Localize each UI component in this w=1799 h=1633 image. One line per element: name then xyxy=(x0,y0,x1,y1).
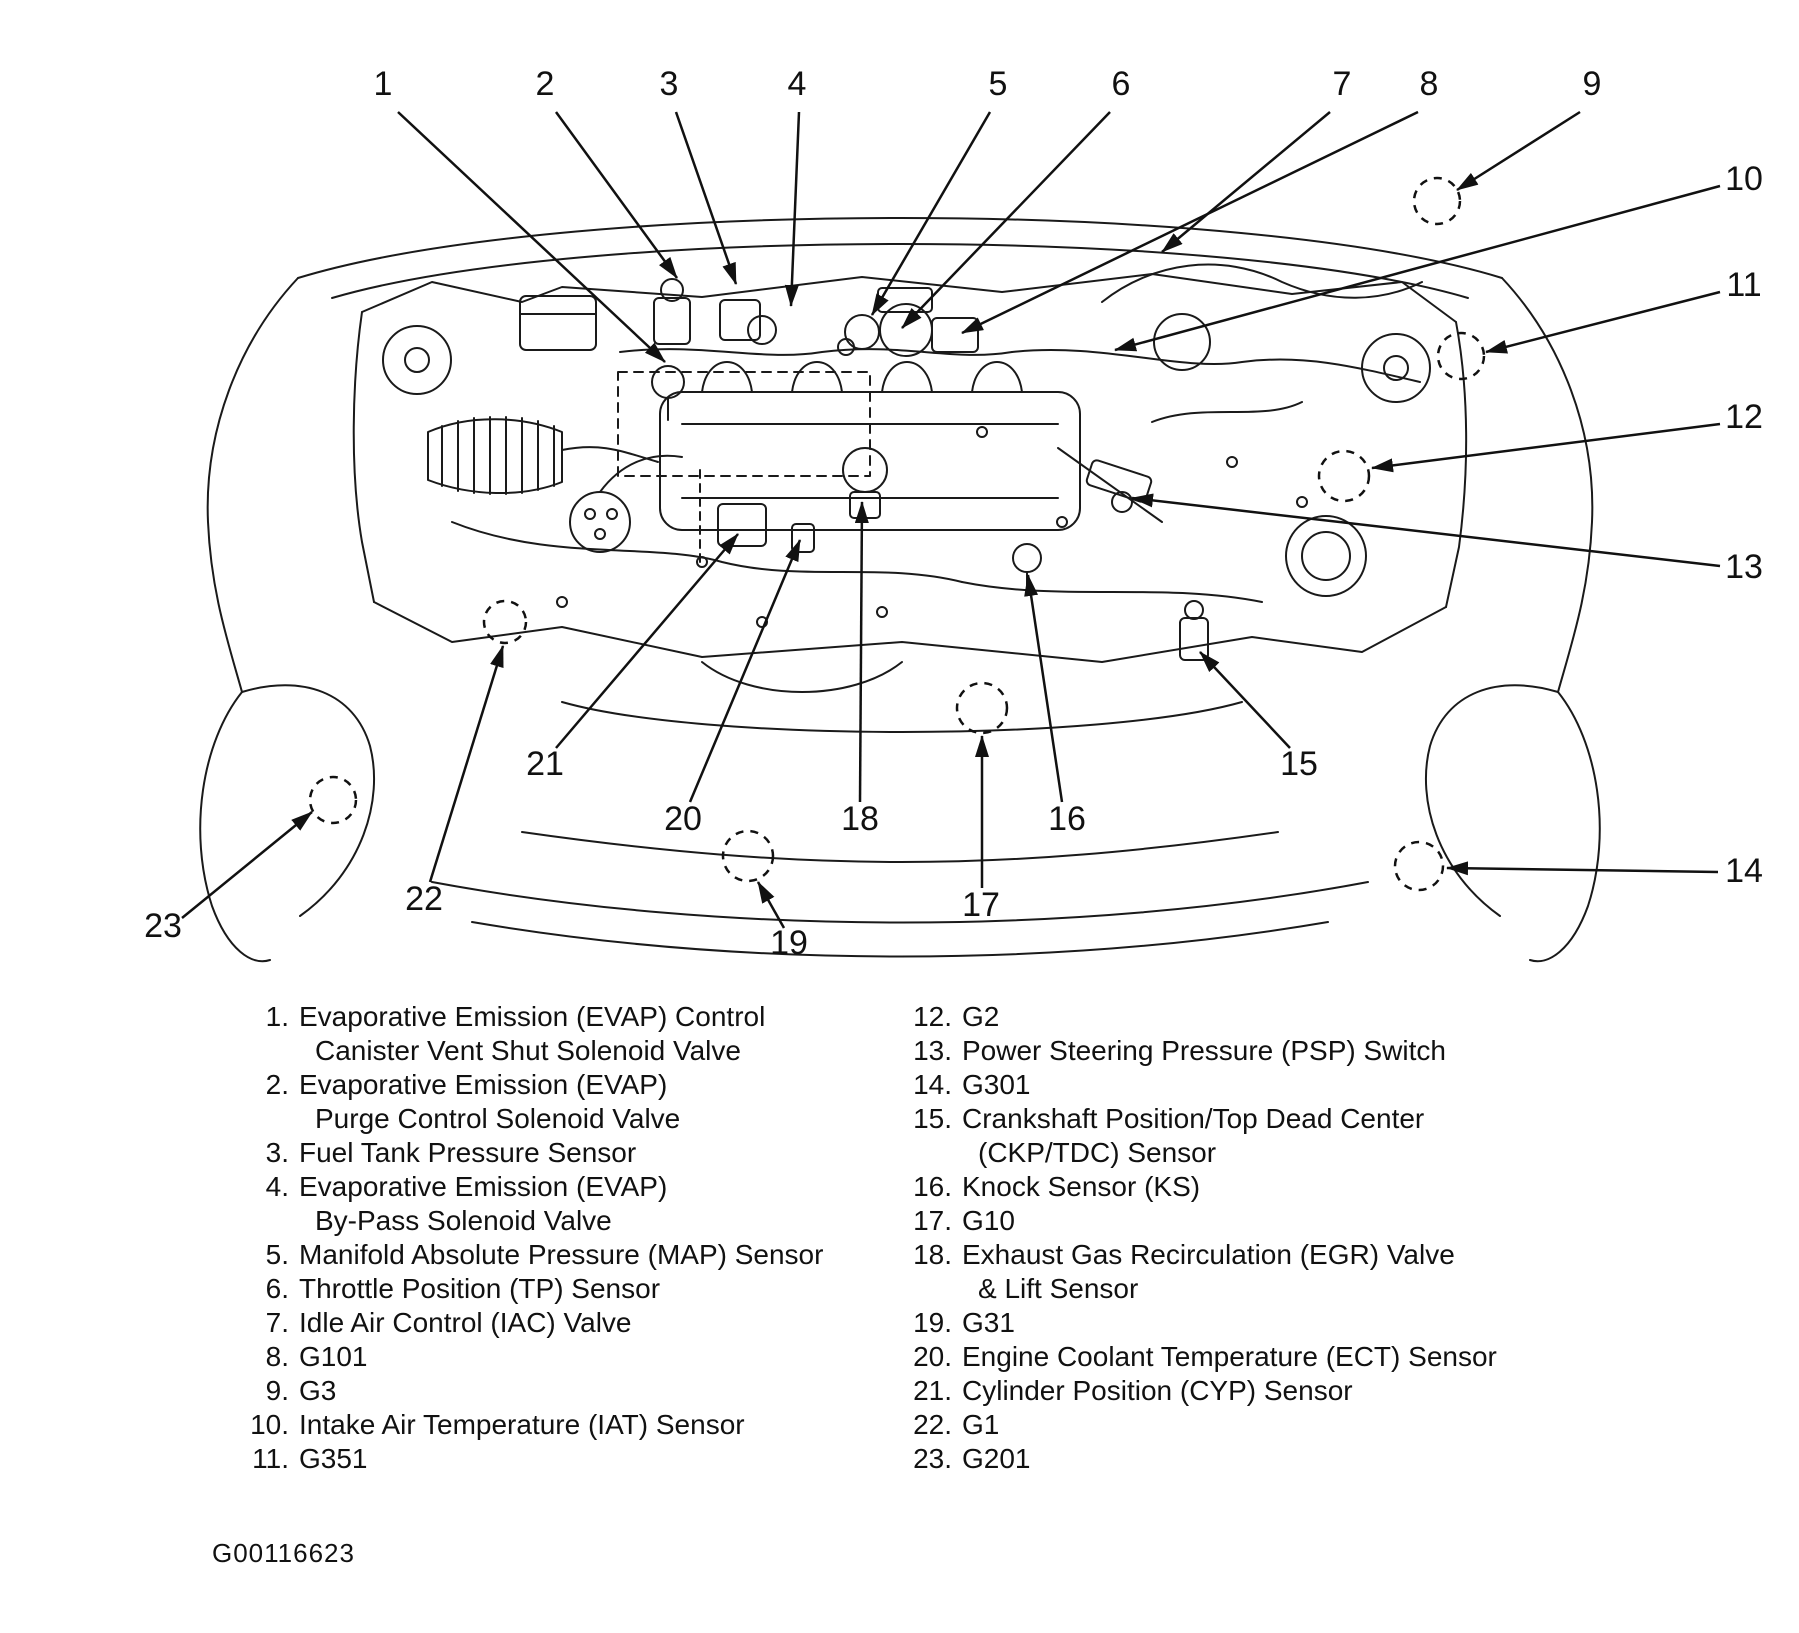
legend-item-number: 6. xyxy=(265,1273,289,1304)
legend-item-text xyxy=(952,1408,999,1442)
legend-item-number: 1. xyxy=(265,1001,289,1032)
legend-item-number: 2. xyxy=(265,1069,289,1100)
callout-arrow-2 xyxy=(556,112,677,278)
legend-item-12 xyxy=(900,1000,1680,1034)
legend-item-text-continuation: By-Pass Solenoid Valve xyxy=(315,1205,612,1236)
legend-item-number: 20. xyxy=(913,1341,952,1372)
legend-item-text-line: G201 xyxy=(962,1443,1031,1474)
callout-number-16: 16 xyxy=(1048,800,1086,838)
callout-arrow-9 xyxy=(1457,112,1580,190)
legend-column-left xyxy=(237,1000,937,1476)
callout-arrow-10 xyxy=(1115,186,1720,350)
legend-item-number: 23. xyxy=(913,1443,952,1474)
legend-item-text xyxy=(289,1068,680,1136)
callout-number-12: 12 xyxy=(1725,398,1763,436)
callout-arrow-1 xyxy=(398,112,665,362)
legend-item-number: 22. xyxy=(913,1409,952,1440)
legend-item-text xyxy=(952,1306,1015,1340)
figure-id-label: G00116623 xyxy=(212,1538,355,1568)
legend-item-5 xyxy=(237,1238,937,1272)
legend-item-number: 13. xyxy=(913,1035,952,1066)
callout-number-17: 17 xyxy=(962,886,1000,924)
callout-arrow-18 xyxy=(860,502,862,802)
legend-item-4 xyxy=(237,1170,937,1238)
legend-item-3 xyxy=(237,1136,937,1170)
legend-item-2 xyxy=(237,1068,937,1136)
callout-number-5: 5 xyxy=(988,65,1008,103)
legend-item-text-line: G3 xyxy=(299,1375,337,1406)
ground-point-circle-9 xyxy=(1414,178,1460,224)
legend-item-text-line: Evaporative Emission (EVAP) xyxy=(299,1069,668,1100)
callout-arrow-3 xyxy=(676,112,736,284)
legend-item-text-line: Cylinder Position (CYP) Sensor xyxy=(962,1375,1353,1406)
legend-item-number: 4. xyxy=(265,1171,289,1202)
legend-item-number: 5. xyxy=(265,1239,289,1270)
legend-item-text xyxy=(289,1442,368,1476)
legend-item-number: 12. xyxy=(913,1001,952,1032)
callout-number-20: 20 xyxy=(664,800,702,838)
callout-number-8: 8 xyxy=(1419,65,1439,103)
ground-point-circle-14 xyxy=(1395,842,1443,890)
callout-number-13: 13 xyxy=(1725,548,1763,586)
callout-number-21: 21 xyxy=(526,745,564,783)
legend-item-text xyxy=(289,1136,636,1170)
legend-item-text xyxy=(952,1000,999,1034)
callout-arrow-22 xyxy=(430,646,503,882)
callout-arrow-8 xyxy=(962,112,1418,333)
legend-item-number: 16. xyxy=(913,1171,952,1202)
legend-item-13 xyxy=(900,1034,1680,1068)
legend-item-text xyxy=(289,1340,368,1374)
callout-number-23: 23 xyxy=(144,907,182,945)
legend-item-text-line: Intake Air Temperature (IAT) Sensor xyxy=(299,1409,745,1440)
callout-number-9: 9 xyxy=(1582,65,1602,103)
legend-item-10 xyxy=(237,1408,937,1442)
legend-item-9 xyxy=(237,1374,937,1408)
callout-number-19: 19 xyxy=(770,924,808,962)
legend-item-number: 10. xyxy=(250,1409,289,1440)
callout-number-11: 11 xyxy=(1726,266,1762,304)
legend-item-text-continuation: & Lift Sensor xyxy=(978,1273,1139,1304)
callout-number-2: 2 xyxy=(535,65,555,103)
callout-arrow-4 xyxy=(791,112,799,306)
legend-item-20 xyxy=(900,1340,1680,1374)
legend-item-7 xyxy=(237,1306,937,1340)
legend-item-number: 18. xyxy=(913,1239,952,1270)
legend-item-text-line: Knock Sensor (KS) xyxy=(962,1171,1201,1202)
legend-item-text xyxy=(289,1374,336,1408)
callout-number-15: 15 xyxy=(1280,745,1318,783)
legend-item-text-continuation: Purge Control Solenoid Valve xyxy=(315,1103,681,1134)
ground-point-circle-12 xyxy=(1319,451,1369,501)
legend-item-text xyxy=(289,1238,823,1272)
legend-item-text xyxy=(289,1408,745,1442)
engine-line-art xyxy=(200,218,1600,961)
legend-item-text-line: G2 xyxy=(962,1001,1000,1032)
legend-item-21 xyxy=(900,1374,1680,1408)
legend-item-text-line: Exhaust Gas Recirculation (EGR) Valve xyxy=(962,1239,1455,1270)
callout-arrow-12 xyxy=(1372,424,1720,468)
legend-item-6 xyxy=(237,1272,937,1306)
callout-number-4: 4 xyxy=(787,65,807,103)
legend-item-text xyxy=(952,1034,1446,1068)
legend-item-text-line: Power Steering Pressure (PSP) Switch xyxy=(962,1035,1446,1066)
callout-arrow-15 xyxy=(1200,652,1290,748)
callout-arrow-6 xyxy=(902,112,1110,328)
legend-item-number: 9. xyxy=(265,1375,289,1406)
callout-arrow-23 xyxy=(182,812,312,918)
legend-column-right xyxy=(900,1000,1680,1476)
legend-item-1 xyxy=(237,1000,937,1068)
legend-item-number: 14. xyxy=(913,1069,952,1100)
callout-arrow-21 xyxy=(556,534,738,748)
legend-item-text-line: G31 xyxy=(962,1307,1015,1338)
legend-item-text xyxy=(289,1170,667,1238)
legend-item-text-line: Engine Coolant Temperature (ECT) Sensor xyxy=(962,1341,1497,1372)
legend-item-number: 15. xyxy=(913,1103,952,1134)
callout-number-3: 3 xyxy=(659,65,679,103)
legend-item-19 xyxy=(900,1306,1680,1340)
legend-item-text xyxy=(952,1442,1031,1476)
legend-item-text xyxy=(952,1102,1424,1170)
legend-item-text xyxy=(952,1170,1200,1204)
legend-item-8 xyxy=(237,1340,937,1374)
legend-item-18 xyxy=(900,1238,1680,1306)
callout-arrow-19 xyxy=(758,882,784,928)
legend-item-text xyxy=(289,1000,765,1068)
callout-number-7: 7 xyxy=(1332,65,1352,103)
legend-item-text-continuation: Canister Vent Shut Solenoid Valve xyxy=(315,1035,741,1066)
legend-item-17 xyxy=(900,1204,1680,1238)
callout-arrow-13 xyxy=(1132,498,1720,566)
callout-arrow-7 xyxy=(1162,112,1330,252)
legend-item-number: 8. xyxy=(265,1341,289,1372)
legend-item-text-continuation: (CKP/TDC) Sensor xyxy=(978,1137,1217,1168)
callout-number-22: 22 xyxy=(405,880,443,918)
ground-point-circle-17 xyxy=(957,683,1007,733)
legend-item-15 xyxy=(900,1102,1680,1170)
legend-item-text xyxy=(952,1068,1031,1102)
callout-number-1: 1 xyxy=(373,65,393,103)
legend-item-number: 17. xyxy=(913,1205,952,1236)
legend-item-text xyxy=(952,1204,1015,1238)
legend-item-number: 3. xyxy=(265,1137,289,1168)
callout-arrow-14 xyxy=(1447,868,1718,872)
legend-item-14 xyxy=(900,1068,1680,1102)
ground-point-circle-23 xyxy=(310,777,356,823)
legend-item-text-line: Idle Air Control (IAC) Valve xyxy=(299,1307,632,1338)
legend-item-text xyxy=(289,1272,660,1306)
legend-item-16 xyxy=(900,1170,1680,1204)
legend-item-text-line: G1 xyxy=(962,1409,1000,1440)
callout-number-6: 6 xyxy=(1111,65,1131,103)
legend-item-22 xyxy=(900,1408,1680,1442)
legend-item-11 xyxy=(237,1442,937,1476)
callout-number-10: 10 xyxy=(1725,160,1763,198)
legend-item-23 xyxy=(900,1442,1680,1476)
legend-item-text-line: G10 xyxy=(962,1205,1015,1236)
legend-item-text xyxy=(952,1238,1455,1306)
legend-item-number: 21. xyxy=(913,1375,952,1406)
legend-item-text xyxy=(952,1374,1353,1408)
legend-item-number: 19. xyxy=(913,1307,952,1338)
callout-arrow-16 xyxy=(1028,575,1062,802)
legend-item-number: 11. xyxy=(252,1443,289,1474)
legend-item-text-line: G351 xyxy=(299,1443,368,1474)
legend-item-text-line: G301 xyxy=(962,1069,1031,1100)
callout-arrows xyxy=(182,112,1720,928)
legend-item-text xyxy=(952,1340,1497,1374)
legend-item-text-line: Evaporative Emission (EVAP) Control xyxy=(299,1001,766,1032)
legend-item-text-line: Throttle Position (TP) Sensor xyxy=(299,1273,661,1304)
legend-item-text-line: Crankshaft Position/Top Dead Center xyxy=(962,1103,1425,1134)
legend-item-text-line: Evaporative Emission (EVAP) xyxy=(299,1171,668,1202)
legend-item-text-line: Manifold Absolute Pressure (MAP) Sensor xyxy=(299,1239,824,1270)
legend-item-text-line: G101 xyxy=(299,1341,368,1372)
callout-number-14: 14 xyxy=(1725,852,1763,890)
callout-number-18: 18 xyxy=(841,800,879,838)
callout-arrow-20 xyxy=(690,540,800,802)
legend-item-number: 7. xyxy=(265,1307,289,1338)
callout-numbers xyxy=(144,65,1763,962)
ground-point-circle-22 xyxy=(484,601,526,643)
legend-item-text-line: Fuel Tank Pressure Sensor xyxy=(299,1137,637,1168)
legend-item-text xyxy=(289,1306,632,1340)
